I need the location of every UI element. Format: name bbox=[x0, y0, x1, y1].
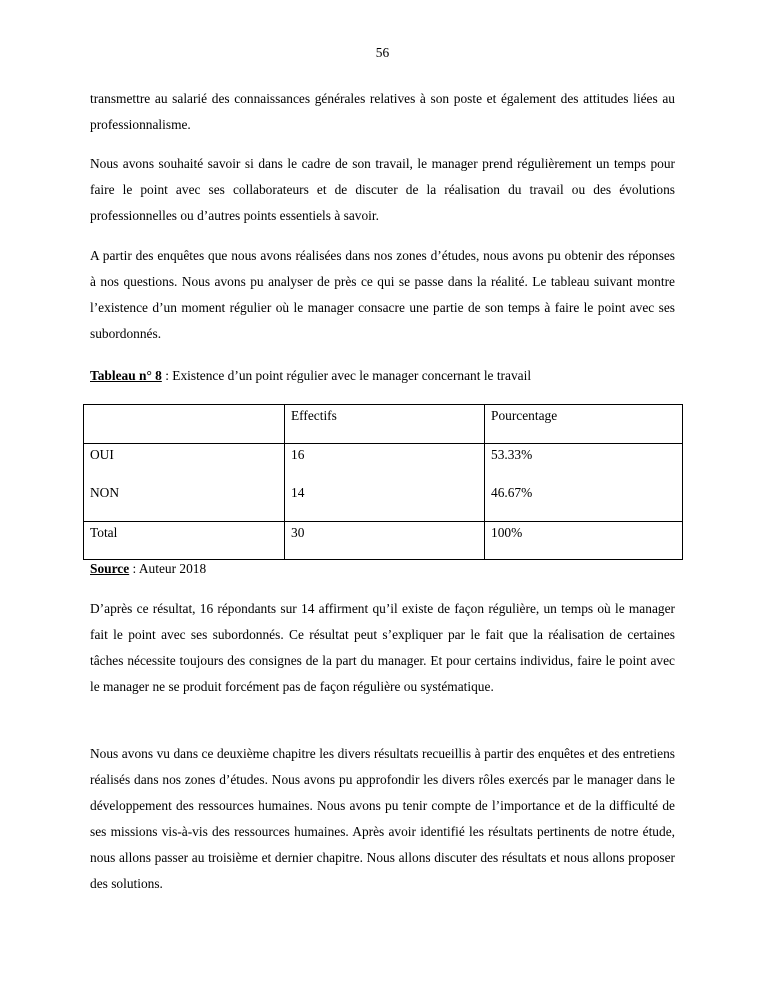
table-body-row bbox=[84, 444, 683, 522]
table-header-row bbox=[84, 405, 683, 444]
cell-pourcentages bbox=[485, 444, 683, 522]
paragraph-5: Nous avons vu dans ce deuxième chapitre les divers résultats recueillis à partir des enquêtes et des entretiens réalisés dans nos zones d’études. Nous avons pu approfondir les divers rôles exercés par le manager dans le développement des ressources humaines. Nous avons pu tenir compte de l’importance et de la difficulté de ses missions vis-à-vis des ressources humaines. Après avoir identifié les résultats pertinents de notre étude, nous allons passer au troisième et dernier chapitre. Nous allons discuter des résultats et nous allons proposer des solutions. bbox=[90, 746, 675, 891]
table-caption-label: Tableau n° 8 bbox=[90, 368, 162, 383]
header-cell-effectifs: Effectifs bbox=[285, 405, 485, 444]
total-pourcentage: 100% bbox=[485, 522, 683, 560]
table-caption bbox=[90, 367, 675, 385]
cell-effectifs bbox=[285, 444, 485, 522]
total-label: Total bbox=[84, 522, 285, 560]
results-table bbox=[83, 404, 683, 560]
table-source bbox=[90, 560, 206, 578]
paragraph-2: Nous avons souhaité savoir si dans le cadre de son travail, le manager prend régulièrement un temps pour faire le point avec ses collaborateurs et de discuter de la réalisation du travail ou des évolutions professionnelles ou d’autres points essentiels à savoir. bbox=[90, 156, 675, 223]
row-label-oui: OUI bbox=[90, 447, 114, 462]
cell-labels bbox=[84, 444, 285, 522]
table-total-row bbox=[84, 522, 683, 560]
effectifs-oui: 16 bbox=[291, 447, 305, 462]
table-caption-text: : Existence d’un point régulier avec le manager concernant le travail bbox=[161, 368, 532, 383]
paragraph-1: transmettre au salarié des connaissances générales relatives à son poste et également des attitudes liées au professionnalisme. bbox=[90, 91, 675, 132]
source-label: Source bbox=[90, 561, 130, 576]
header-cell-empty bbox=[84, 405, 285, 444]
page-number: 56 bbox=[375, 45, 390, 60]
total-effectifs: 30 bbox=[285, 522, 485, 560]
effectifs-non: 14 bbox=[291, 485, 305, 500]
paragraph-3: A partir des enquêtes que nous avons réalisées dans nos zones d’études, nous avons pu obtenir des réponses à nos questions. Nous avons pu analyser de près ce qui se passe dans la réalité. Le tableau suivant montre l’existence d’un moment régulier où le manager consacre une partie de son temps à faire le point avec ses subordonnés. bbox=[90, 248, 675, 341]
paragraph-4: D’après ce résultat, 16 répondants sur 14 affirment qu’il existe de façon régulière, un temps où le manager fait le point avec ses subordonnés. Ce résultat peut s’expliquer par le fait que la réalisation de certaines tâches nécessite toujours des consignes de la part du manager. Et pour certains individus, faire le point avec le manager ne se produit forcément pas de façon régulière ou systématique. bbox=[90, 601, 675, 694]
row-label-non: NON bbox=[90, 485, 120, 500]
pourcentage-non: 46.67% bbox=[491, 485, 533, 500]
pourcentage-oui: 53.33% bbox=[491, 447, 533, 462]
header-cell-pourcentage: Pourcentage bbox=[485, 405, 683, 444]
source-text: : Auteur 2018 bbox=[129, 561, 207, 576]
